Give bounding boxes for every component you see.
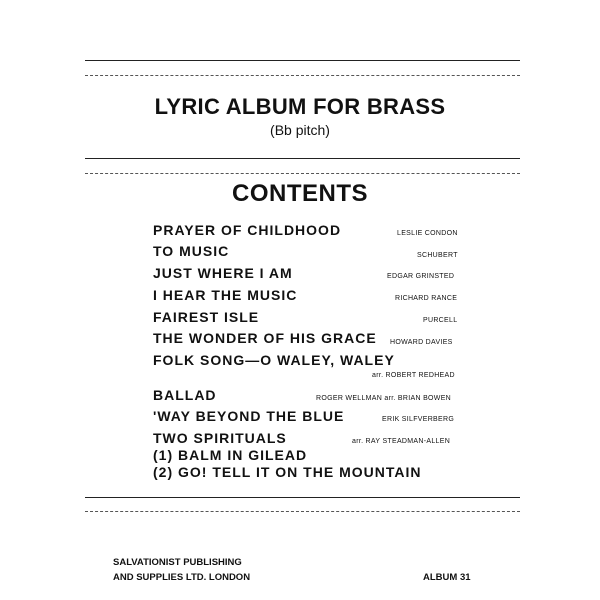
- entry-composer: arr. RAY STEADMAN-ALLEN: [352, 438, 451, 445]
- entry-title: JUST WHERE I AM: [153, 265, 293, 281]
- entry-composer: RICHARD RANCE: [395, 295, 458, 302]
- entry-title: 'WAY BEYOND THE BLUE: [153, 408, 345, 424]
- entry-title: FAIREST ISLE: [153, 309, 260, 325]
- sub-entry-title: (1) BALM IN GILEAD: [153, 447, 308, 463]
- album-title: LYRIC ALBUM FOR BRASS: [154, 94, 446, 119]
- entry-title: BALLAD: [153, 387, 217, 403]
- top-rule-1: [85, 60, 520, 61]
- bottom-rule-2: [85, 511, 520, 512]
- contents-heading: CONTENTS: [232, 180, 368, 207]
- entry-composer: ROGER WELLMAN arr. BRIAN BOWEN: [316, 395, 452, 402]
- album-number: ALBUM 31: [423, 572, 471, 583]
- entry-composer: EDGAR GRINSTED: [387, 273, 455, 280]
- entry-title: PRAYER OF CHILDHOOD: [153, 222, 342, 238]
- entry-composer: ERIK SILFVERBERG: [382, 416, 455, 423]
- entry-title: TO MUSIC: [153, 243, 230, 259]
- bottom-rule-1: [85, 497, 520, 498]
- entry-title: TWO SPIRITUALS: [153, 430, 287, 446]
- entry-composer: LESLIE CONDON: [397, 230, 458, 237]
- entry-composer: PURCELL: [423, 317, 458, 324]
- mid-rule-2: [85, 173, 520, 174]
- publisher-line: AND SUPPLIES LTD. LONDON: [113, 572, 251, 583]
- mid-rule-1: [85, 158, 520, 159]
- entry-composer: SCHUBERT: [417, 252, 458, 259]
- top-rule-2: [85, 75, 520, 76]
- publisher-line: SALVATIONIST PUBLISHING: [113, 557, 242, 568]
- entry-title: THE WONDER OF HIS GRACE: [153, 330, 377, 346]
- entry-title: I HEAR THE MUSIC: [153, 287, 298, 303]
- sub-entry-title: (2) GO! TELL IT ON THE MOUNTAIN: [153, 464, 422, 480]
- entry-composer: HOWARD DAVIES: [390, 339, 453, 346]
- album-subtitle: (Bb pitch): [270, 122, 330, 138]
- entry-composer: arr. ROBERT REDHEAD: [372, 372, 455, 379]
- entry-title: FOLK SONG—O WALEY, WALEY: [153, 352, 395, 368]
